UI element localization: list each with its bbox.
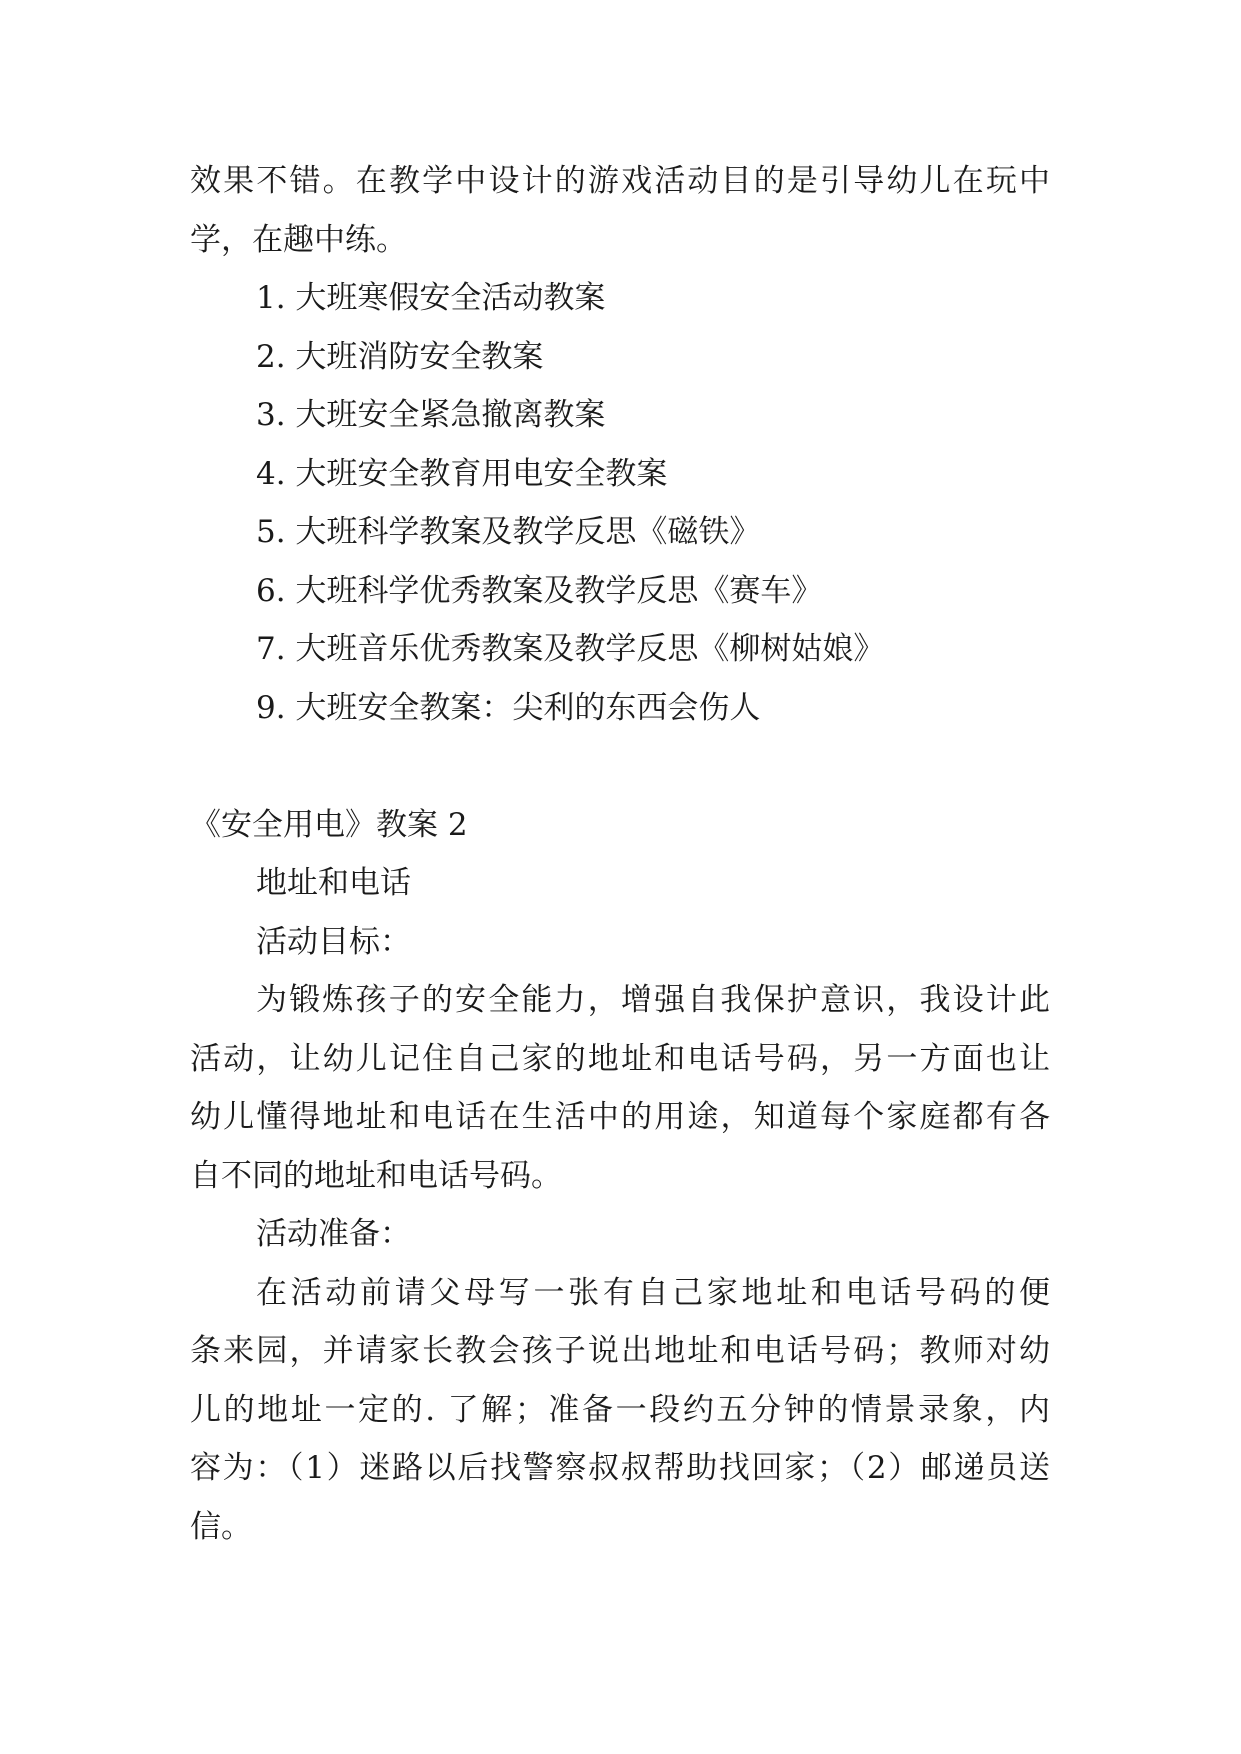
goal-heading: 活动目标： xyxy=(256,923,411,960)
related-list-item[interactable]: 4. 大班安全教育用电安全教案 xyxy=(256,455,668,492)
prep-line-5: 信。 xyxy=(190,1508,252,1545)
section-subtitle: 地址和电话 xyxy=(256,865,411,901)
goal-line-2: 活动，让幼儿记住自己家的地址和电话号码，另一方面也让 xyxy=(190,1040,1050,1077)
intro-line-1: 效果不错。在教学中设计的游戏活动目的是引导幼儿在玩中 xyxy=(190,163,1050,199)
goal-line-1: 为锻炼孩子的安全能力，增强自我保护意识，我设计此 xyxy=(256,982,1050,1018)
document-body xyxy=(190,152,1050,1556)
related-list-item[interactable]: 5. 大班科学教案及教学反思《磁铁》 xyxy=(256,514,761,550)
goal-line-4: 自不同的地址和电话号码。 xyxy=(190,1157,562,1194)
related-list-item[interactable]: 3. 大班安全紧急撤离教案 xyxy=(256,397,606,433)
related-list-item[interactable]: 6. 大班科学优秀教案及教学反思《赛车》 xyxy=(256,572,823,609)
section-title: 《安全用电》教案 2 xyxy=(190,806,468,843)
related-list-item[interactable]: 1. 大班寒假安全活动教案 xyxy=(256,280,606,316)
related-list-item[interactable]: 9. 大班安全教案：尖利的东西会伤人 xyxy=(256,689,761,726)
intro-line-2: 学，在趣中练。 xyxy=(190,221,407,258)
related-list-item[interactable]: 7. 大班音乐优秀教案及教学反思《柳树姑娘》 xyxy=(256,631,885,667)
prep-heading: 活动准备： xyxy=(256,1216,411,1252)
goal-line-3: 幼儿懂得地址和电话在生活中的用途，知道每个家庭都有各 xyxy=(190,1099,1050,1135)
related-list-item[interactable]: 2. 大班消防安全教案 xyxy=(256,338,544,375)
prep-line-1: 在活动前请父母写一张有自己家地址和电话号码的便 xyxy=(256,1274,1050,1311)
prep-line-4: 容为：（1）迷路以后找警察叔叔帮助找回家；（2）邮递员送 xyxy=(190,1450,1050,1486)
prep-line-3: 儿的地址一定的. 了解；准备一段约五分钟的情景录象，内 xyxy=(190,1391,1050,1428)
section-spacer xyxy=(190,737,1050,796)
prep-line-2: 条来园，并请家长教会孩子说出地址和电话号码；教师对幼 xyxy=(190,1333,1050,1369)
